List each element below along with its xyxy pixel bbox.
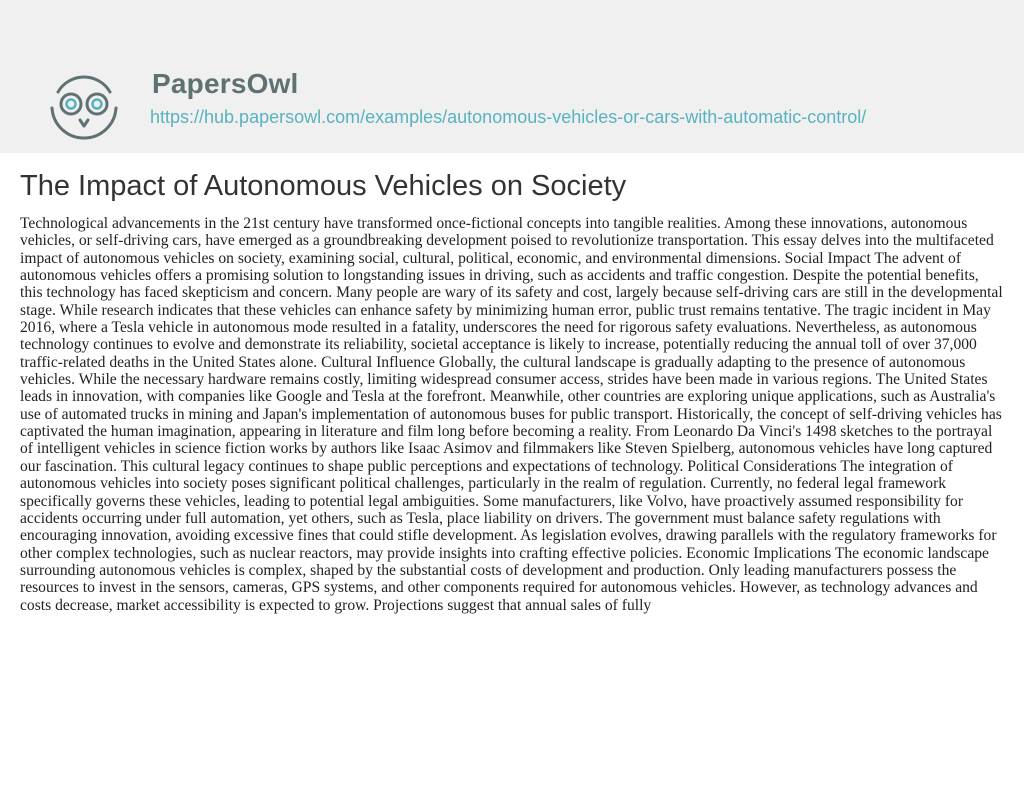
site-header	[0, 0, 1024, 153]
brand-name[interactable]: PapersOwl	[152, 68, 299, 99]
source-url-link[interactable]: https://hub.papersowl.com/examples/autonomous-vehicles-or-cars-with-automatic-control/	[150, 107, 867, 127]
owl-logo-svg	[44, 64, 124, 144]
essay-body-text: Technological advancements in the 21st century have transformed once-fictional concepts into tangible realities. Among these innovations, autonomous vehicles, or self-driving cars, have emerged as a groundbreaking development poised to revolutionize transportation. This essay delves into the multifaceted impact of autonomous vehicles on society, examining social, cultural, political, economic, and environmental dimensions. Social Impact The advent of autonomous vehicles offers a promising solution to longstanding issues in driving, such as accidents and traffic congestion. Despite the potential benefits, this technology has faced skepticism and concern. Many people are wary of its safety and cost, largely because self-driving cars are still in the developmental stage. While research indicates that these vehicles can enhance safety by minimizing human error, public trust remains tentative. The tragic incident in May 2016, where a Tesla vehicle in autonomous mode resulted in a fatality, underscores the need for rigorous safety evaluations. Nevertheless, as autonomous technology continues to evolve and demonstrate its reliability, societal acceptance is likely to increase, potentially reducing the annual toll of over 37,000 traffic-related deaths in the United States alone. Cultural Influence Globally, the cultural landscape is gradually adapting to the presence of autonomous vehicles. While the necessary hardware remains costly, limiting widespread consumer access, strides have been made in various regions. The United States leads in innovation, with companies like Google and Tesla at the forefront. Meanwhile, other countries are exploring unique applications, such as Australia's use of automated trucks in mining and Japan's implementation of autonomous buses for public transport. Historically, the concept of self-driving vehicles has captivated the human imagination, appearing in literature and film long before becoming a reality. From Leonardo Da Vinci's 1498 sketches to the portrayal of intelligent vehicles in science fiction works by authors like Isaac Asimov and filmmakers like Steven Spielberg, autonomous vehicles have long captured our fascination. This cultural legacy continues to shape public perceptions and expectations of technology. Political Considerations The integration of autonomous vehicles into society poses significant political challenges, particularly in the realm of regulation. Currently, no federal legal framework specifically governs these vehicles, leading to potential legal ambiguities. Some manufacturers, like Volvo, have proactively assumed responsibility for accidents occurring under full automation, yet others, such as Tesla, place liability on drivers. The government must balance safety regulations with encouraging innovation, avoiding excessive fines that could stifle development. As legislation evolves, drawing parallels with the regulatory frameworks for other complex technologies, such as nuclear reactors, may provide insights into crafting effective policies. Economic Implications The economic landscape surrounding autonomous vehicles is complex, shaped by the substantial costs of development and production. Only leading manufacturers possess the resources to invest in the sensors, cameras, GPS systems, and other components required for autonomous vehicles. However, as technology advances and costs decrease, market accessibility is expected to grow. Projections suggest that annual sales of fully	[20, 215, 1003, 614]
owl-logo-icon[interactable]	[44, 64, 124, 144]
essay-title: The Impact of Autonomous Vehicles on Society	[20, 170, 627, 202]
